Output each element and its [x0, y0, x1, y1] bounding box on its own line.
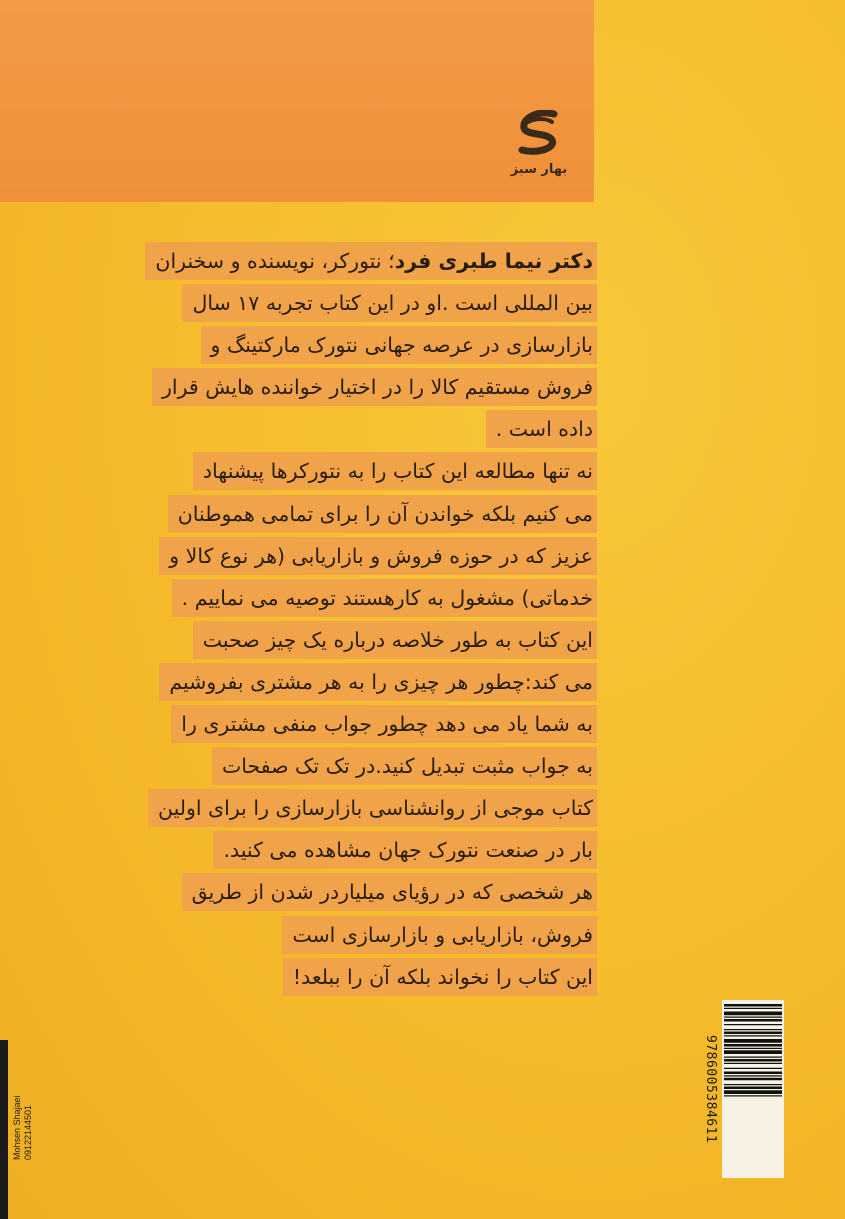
publisher-logo-icon: [508, 110, 570, 162]
publisher-name: بهار سبز: [510, 162, 568, 177]
blurb-line: [97, 368, 597, 410]
blurb-line: [97, 495, 597, 537]
blurb-line-text: بازارسازی در عرصه جهانی نتورک مارکتینگ و: [201, 326, 597, 364]
barcode-digits: 9786005384611: [703, 1034, 718, 1144]
barcode-bar: [724, 1012, 782, 1016]
barcode-bar: [724, 1008, 782, 1009]
barcode-bar: [724, 1084, 782, 1085]
barcode-bar: [724, 1039, 782, 1043]
blurb-line: [97, 537, 597, 579]
barcode-bar: [724, 1024, 782, 1025]
barcode-bar: [724, 1087, 782, 1090]
barcode-bar: [724, 1004, 782, 1007]
designer-name: Mohsen Shajaei: [12, 1095, 22, 1160]
blurb-line-text: ؛ نتورکر، نویسنده و سخنران: [155, 249, 395, 273]
blurb-line: [97, 831, 597, 873]
barcode-bar: [724, 1048, 782, 1049]
blurb-line-text: داده است .: [486, 410, 597, 448]
barcode-bar: [724, 1044, 782, 1047]
barcode-bar: [724, 1059, 782, 1062]
blurb-line: [97, 916, 597, 958]
barcode-bar: [724, 1075, 782, 1076]
barcode-bar: [724, 1090, 782, 1094]
back-cover-blurb: [97, 242, 597, 1000]
blurb-line-text: این کتاب را نخواند بلکه آن را ببلعد!: [283, 958, 597, 996]
blurb-line-text: هر شخصی که در رؤیای میلیاردر شدن از طریق: [182, 873, 597, 911]
orange-top-band: [0, 0, 594, 202]
designer-credit: [12, 1040, 46, 1160]
blurb-line-text: می کند:چطور هر چیزی را به هر مشتری بفروشیم: [159, 663, 597, 701]
barcode-bars: [722, 1000, 784, 1178]
barcode-bars-graphic: [722, 1000, 784, 1178]
blurb-line-text: بین المللی است .او در این کتاب تجربه ۱۷ سال: [182, 284, 597, 322]
barcode-bar: [724, 1068, 782, 1069]
blurb-line: [97, 242, 597, 284]
blurb-line: [97, 410, 597, 452]
blurb-line-text: فروش مستقیم کالا را در اختیار خواننده هایش قرار: [152, 368, 597, 406]
blurb-line-text: بار در صنعت نتورک جهان مشاهده می کنید.: [213, 831, 597, 869]
blurb-line-text: نه تنها مطالعه این کتاب را به نتورکرها پیشنهاد: [193, 452, 597, 490]
blurb-line-text: عزیز که در حوزه فروش و بازاریابی (هر نوع کالا و: [159, 537, 597, 575]
blurb-line: [97, 747, 597, 789]
author-name: دکتر نیما طبری فرد: [394, 249, 593, 273]
blurb-line: [97, 326, 597, 368]
barcode-bar: [724, 1019, 782, 1022]
blurb-line: [97, 284, 597, 326]
barcode-bar: [724, 1050, 782, 1054]
barcode-bar: [724, 1095, 782, 1096]
blurb-line: [97, 958, 597, 1000]
blurb-line-text: می کنیم بلکه خواندن آن را برای تمامی هموطنان: [168, 495, 597, 533]
blurb-line: [97, 789, 597, 831]
blurb-line-text: این کتاب به طور خلاصه درباره یک چیز صحبت: [193, 621, 597, 659]
blurb-line: [97, 663, 597, 705]
blurb-line-text: به جواب مثبت تبدیل کنید.در تک تک صفحات: [212, 747, 597, 785]
blurb-line-text: فروش، بازاریابی و بازارسازی است: [282, 916, 597, 954]
barcode-bar: [724, 1032, 782, 1035]
blurb-line-text: خدماتی) مشغول به کارهستند توصیه می نماییم .: [172, 579, 597, 617]
designer-phone: 09122144501: [23, 1104, 33, 1160]
barcode-bar: [724, 1035, 782, 1036]
publisher-logo: [508, 110, 570, 182]
blurb-line: [97, 579, 597, 621]
blurb-line-text: به شما یاد می دهد چطور جواب منفی مشتری را: [171, 705, 597, 743]
barcode-bar: [724, 1017, 782, 1018]
blurb-line: [97, 452, 597, 494]
barcode-bar: [724, 1057, 782, 1058]
blurb-line-text: کتاب موجی از روانشناسی بازارسازی را برای اولین: [148, 789, 597, 827]
blurb-line: [97, 705, 597, 747]
barcode-bar: [724, 1063, 782, 1064]
barcode-bar: [724, 1072, 782, 1075]
barcode-bar: [724, 1078, 782, 1081]
barcode-bar: [724, 1029, 782, 1030]
isbn-barcode: [704, 1000, 784, 1178]
side-strip: [0, 1040, 8, 1219]
blurb-line: [97, 621, 597, 663]
blurb-line: [97, 873, 597, 915]
